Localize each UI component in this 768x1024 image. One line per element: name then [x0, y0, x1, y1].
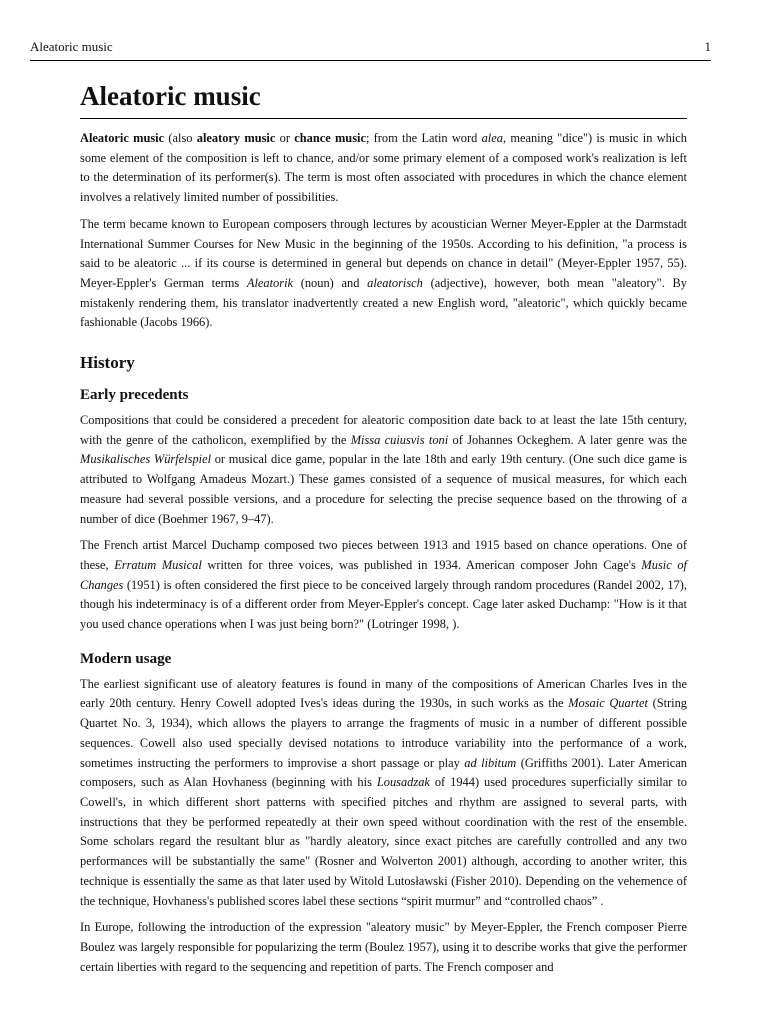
- early-precedents-paragraph-2: [80, 536, 687, 635]
- term-german-adjective: aleatorisch: [367, 275, 423, 290]
- intro-paragraph: [80, 129, 687, 208]
- intro-text-4: , meaning "dice") is music in which some element of the composition is left to chance, and/or some primary element of a composed work's realization is left to the determination of its performer(s). The term is most often associated with procedures in which the chance element involves a relatively limited number of possibilities.: [80, 131, 687, 205]
- modern-usage-paragraph-2: In Europe, following the introduction of the expression "aleatory music" by Meyer-Eppler, the French composer Pierre Boulez was largely responsible for popularizing the term (Boulez 1957), using it to describe works that give the performer certain liberties with regard to the sequencing and repetition of parts. The French composer and: [80, 920, 687, 974]
- early-p1-text-3: or musical dice game, popular in the late 18th and early 19th century. (One such dice game is attributed to Wolfgang Amadeus Mozart.) These games consisted of a sequence of musical measures, for which each measure had several possible versions, and a procedure for selecting the precise sequence based on the throwing of a number of dice (Boehmer 1967, 9–47).: [80, 452, 687, 526]
- term-text-3: (adjective), however, both mean "aleatory". By mistakenly rendering them, his translator inadvertently created a new English word, "aleatoric", which quickly became fashionable (Jacobs 1966).: [80, 275, 687, 330]
- work-title-missa: Missa cuiusvis toni: [350, 432, 449, 447]
- modern-usage-paragraph-1: [80, 675, 687, 911]
- modern-p1-text-4: of 1944) used procedures superficially similar to Cowell's, in which different short patterns with specified pitches and rhythm are assigned to several parts, with instructions that they be performed repeatedly at their own speed without coordination with the rest of the ensemble. Some scholars regard the resultant blur as "hardly aleatory, since exact pitches are carefully controlled and any two performances will be substantially the same" (Rosner and Wolverton 2001) although, according to another writer, this technique is essentially the same as that later used by Witold Lutosławski (Fisher 2010). Depending on the vehemence of the technique, Hovhaness's published scores label these sections “spirit murmur” and “controlled chaos” .: [80, 775, 687, 908]
- term-ad-libitum: ad libitum: [464, 755, 517, 770]
- early-precedents-paragraph-1: [80, 411, 687, 529]
- work-title-mosaic-quartet: Mosaic Quartet: [568, 696, 648, 711]
- work-title-music-of-changes: Music of Changes: [80, 557, 687, 592]
- intro-text-2: or: [275, 131, 295, 145]
- early-p2-text-3: (1951) is often considered the first piece to be conceived largely through random procedures (Randel 2002, 17), though his indeterminacy is of a different order from Meyer-Eppler's concept. Cage later asked Duchamp: "How is it that you used chance operations when I was just being born?" (Lotringer 1998, ).: [80, 577, 687, 632]
- intro-text-3: ; from the Latin word: [365, 131, 482, 145]
- page-title: Aleatoric music: [80, 77, 687, 119]
- term-text-2: (noun) and: [293, 275, 368, 290]
- modern-p1-text-3: (Griffiths 2001). Later American composers, such as Alan Hovhaness (beginning with his: [80, 755, 687, 790]
- page-number: 1: [704, 39, 711, 54]
- subsection-heading-early-precedents: Early precedents: [80, 387, 189, 404]
- intro-term-aleatoric: Aleatoric music: [80, 131, 165, 145]
- term-german-noun: Aleatorik: [246, 275, 294, 290]
- intro-term-aleatory: aleatory music: [196, 131, 276, 145]
- intro-term-chance: chance music: [294, 131, 366, 145]
- early-p1-text-1: Compositions that could be considered a precedent for aleatoric composition date back to at least the late 15th century, with the genre of the catholicon, exemplified by the: [80, 413, 687, 447]
- running-header: [30, 38, 711, 61]
- early-p1-text-2: of Johannes Ockeghem. A later genre was the: [448, 432, 687, 447]
- term-paragraph: [80, 215, 687, 333]
- modern-p1-text-1: The earliest significant use of aleatory features is found in many of the compositions of American Charles Ives in the early 20th century. Henry Cowell adopted Ives's ideas during the 1930s, in such works as the: [80, 676, 687, 711]
- intro-latin-word: alea: [481, 131, 503, 145]
- article-body: [80, 77, 687, 977]
- work-title-erratum: Erratum Musical: [114, 557, 202, 572]
- modern-p1-text-2: (String Quartet No. 3, 1934), which allows the players to arrange the fragments of music in a number of different possible sequences. Cowell also used specially devised notations to introduce variability into the performance of a work, sometimes instructing the performers to improvise a short passage or play: [80, 696, 687, 770]
- work-title-wurfelspiel: Musikalisches Würfelspiel: [80, 452, 212, 467]
- running-header-title: Aleatoric music: [30, 39, 113, 54]
- section-heading-history: History: [80, 353, 135, 373]
- early-p2-text-1: The French artist Marcel Duchamp composed two pieces between 1913 and 1915 based on chance operations. One of these,: [80, 538, 687, 572]
- term-text-1: The term became known to European composers through lectures by acoustician Werner Meyer-Eppler at the Darmstadt International Summer Courses for New Music in the beginning of the 1950s. According to his definition, "a process is said to be aleatoric ... if its course is determined in general but depends on chance in detail" (Meyer-Eppler 1957, 55). Meyer-Eppler's German terms: [80, 216, 687, 290]
- work-title-lousadzak: Lousadzak: [376, 775, 430, 790]
- intro-text-1: (also: [164, 131, 197, 145]
- early-p2-text-2: written for three voices, was published in 1934. American composer John Cage's: [201, 557, 642, 572]
- subsection-heading-modern-usage: Modern usage: [80, 650, 172, 667]
